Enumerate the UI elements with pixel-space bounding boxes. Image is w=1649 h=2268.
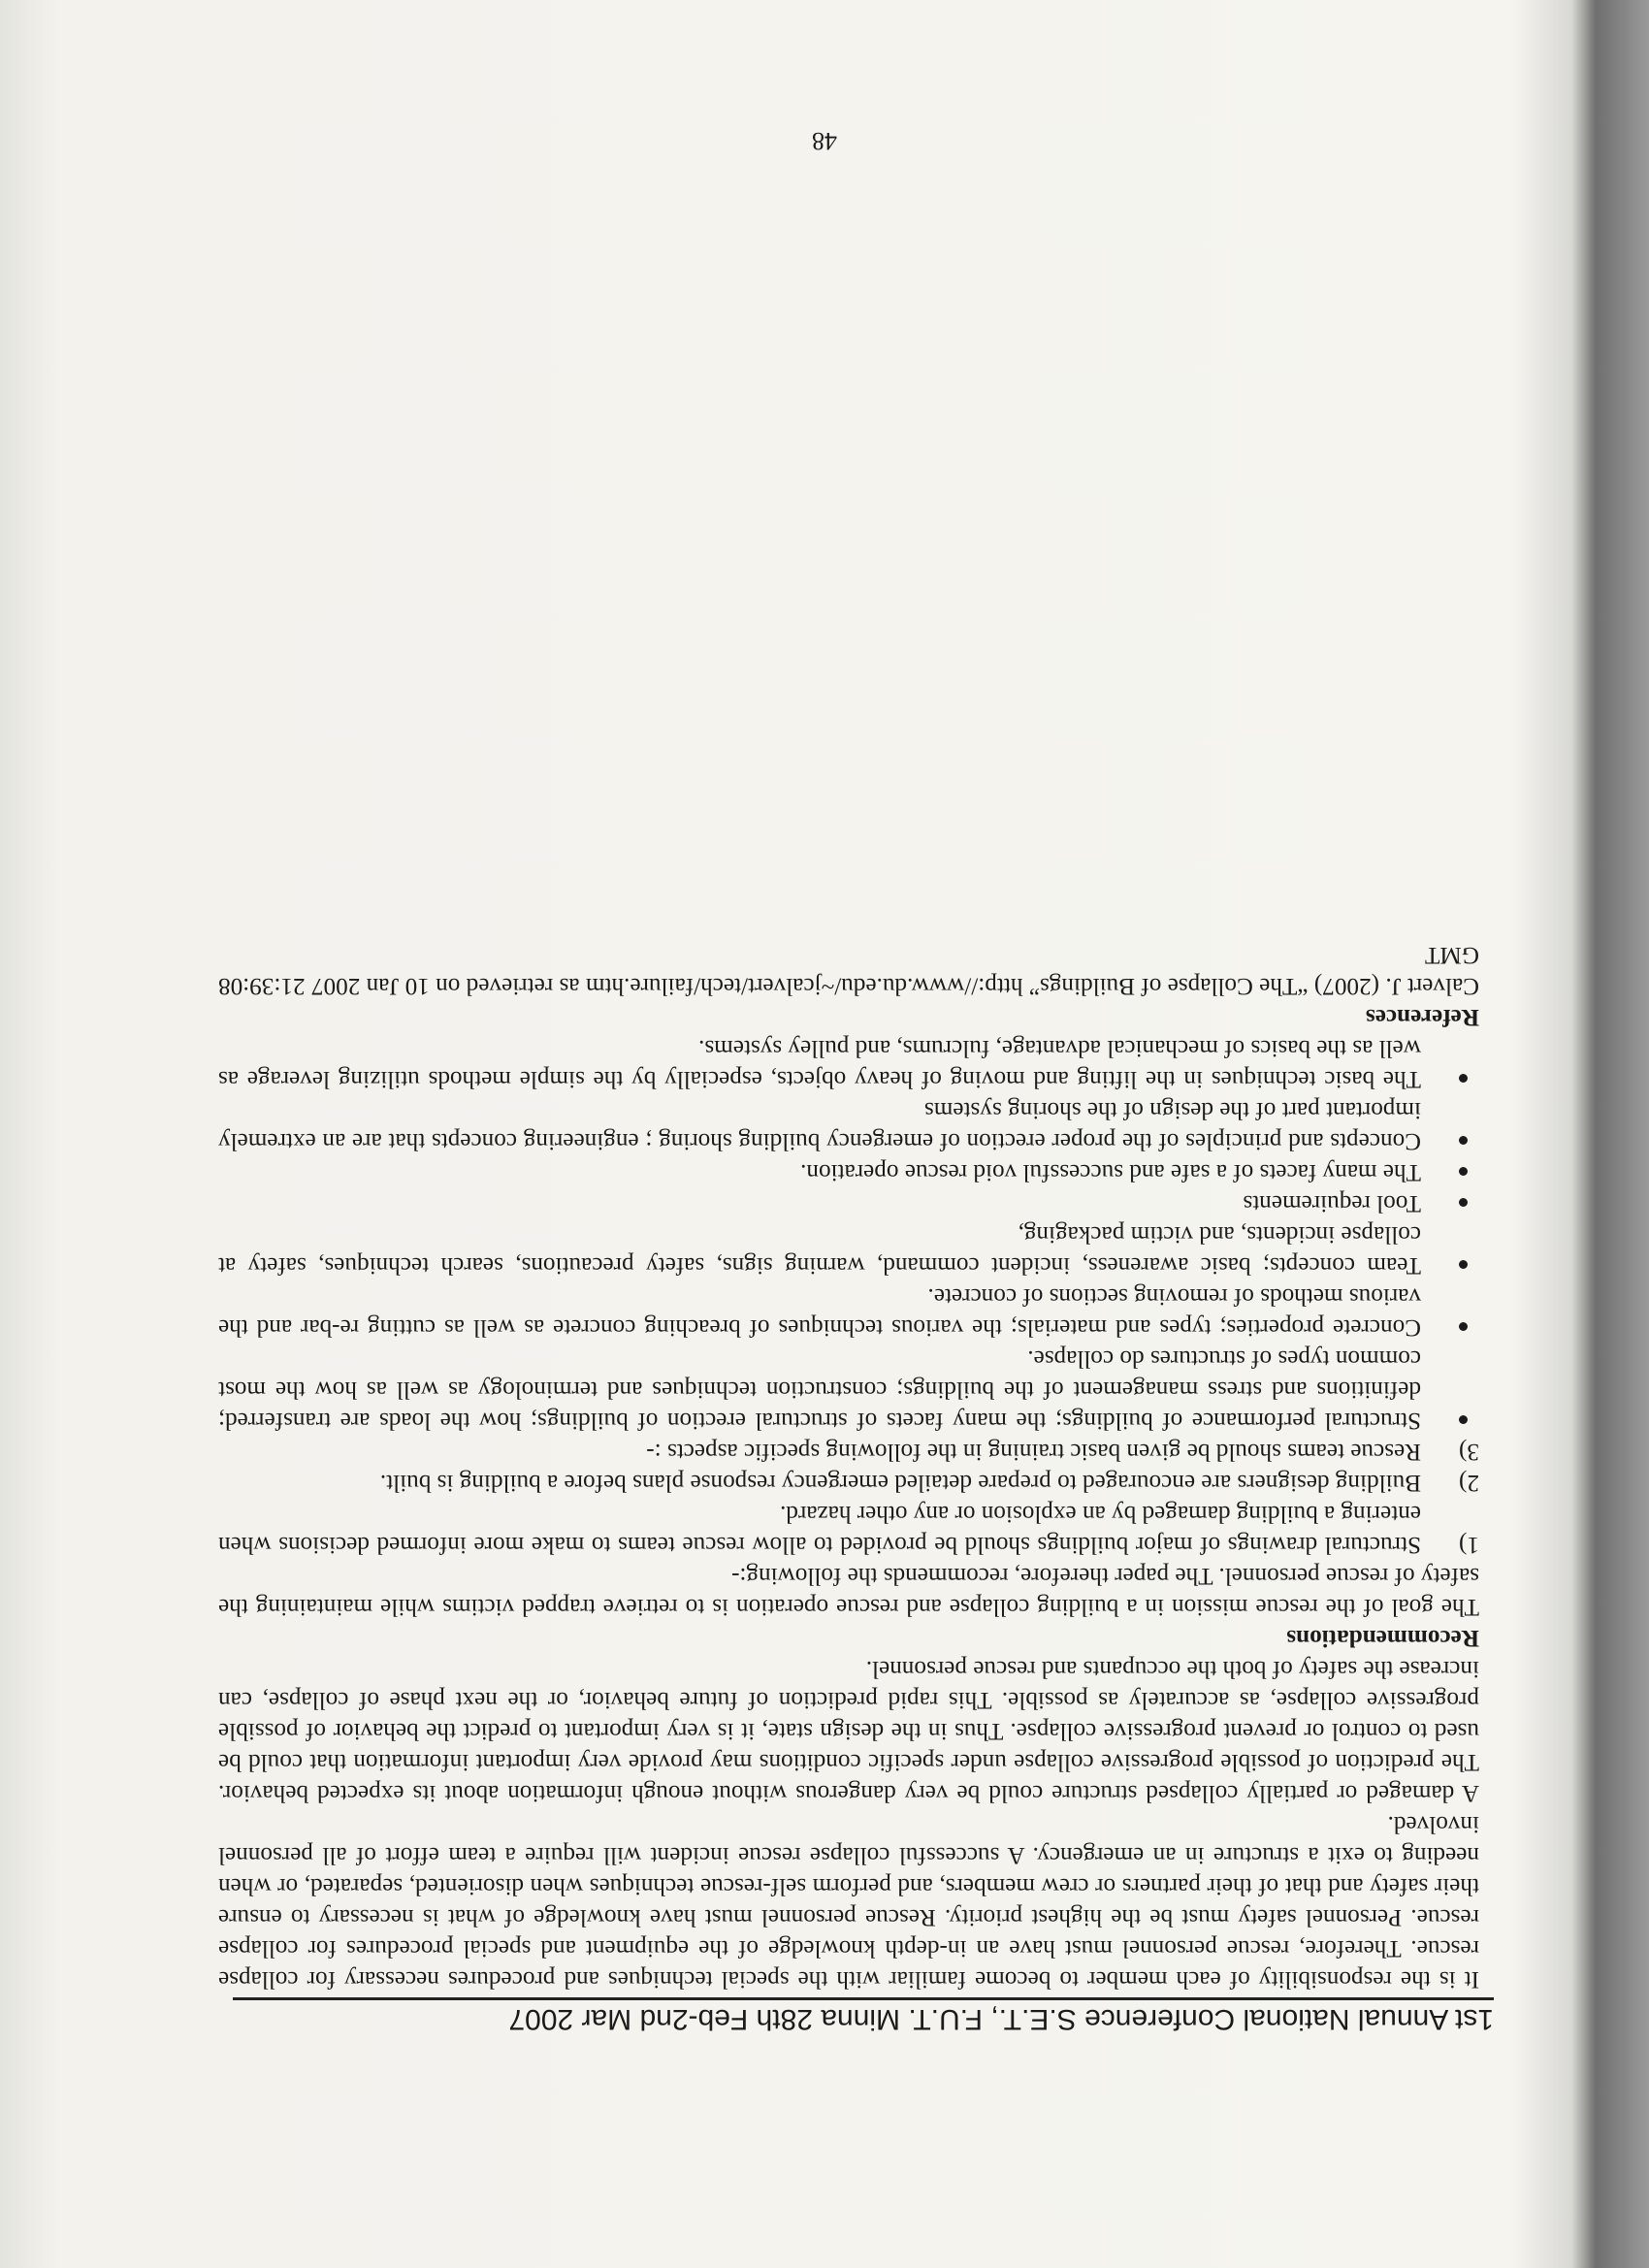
- aspect-text: The basic techniques in the lifting and moving of heavy objects, especially by the simple methods utilizing leverage as well as the basics of mechanical advantage, fulcrums, and pulley systems.: [218, 1035, 1421, 1092]
- recommendations-intro: The goal of the rescue mission in a building collapse and rescue operation is to retrieve trapped victims while maintaining the safety of rescue personnel. The paper therefore, recommends the following:-: [218, 1563, 1479, 1620]
- recommendations-heading: Recommendations: [1286, 1625, 1479, 1651]
- aspect-text: Concrete properties; types and materials; the various techniques of breaching concrete as well as cutting re-bar and the various methods of removing sections of concrete.: [218, 1283, 1421, 1341]
- bullet-icon: [1459, 1260, 1468, 1269]
- page-number: 48: [812, 127, 837, 155]
- bullet-icon: [1459, 1167, 1468, 1176]
- training-aspects-list: [218, 1032, 1479, 1436]
- aspect-item: [218, 1156, 1479, 1187]
- recommendation-text: Structural drawings of major buildings should be provided to allow rescue teams to make more informed decisions when entering a building damaged by an explosion or any other hazard.: [218, 1501, 1421, 1558]
- recommendation-item: [218, 1436, 1479, 1467]
- aspect-text: The many facets of a safe and successful void rescue operation.: [800, 1159, 1421, 1185]
- aspect-item: [218, 1187, 1479, 1218]
- bullet-icon: [1459, 1074, 1468, 1083]
- conference-header: [233, 1997, 1494, 2035]
- aspect-item: [218, 1218, 1479, 1280]
- bullet-icon: [1459, 1322, 1468, 1331]
- intro-paragraph-2: A damaged or partially collapsed structure could be very dangerous without enough information about its expected behavior. The prediction of possible progressive collapse under specific conditions may provide very important information that could be used to control or prevent progressive collapse. Thus in the design state, it is very important to predict the behavior of possible progressive collapse, as accurately as possible. This rapid prediction of future behavior, or the next phase of collapse, can increase the safety of both the occupants and rescue personnel.: [218, 1656, 1479, 1806]
- recommendation-number: 1): [1459, 1532, 1479, 1558]
- aspect-text: Tool requirements: [1243, 1190, 1421, 1216]
- bullet-icon: [1459, 1136, 1468, 1145]
- aspect-text: Structural performance of buildings; the many facets of structural erection of buildings; how the loads are transferred; definitions and stress management of the buildings; construction techniques and terminology as well as how the most common types of structures do collapse.: [218, 1345, 1421, 1434]
- aspect-text: Concepts and principles of the proper erection of emergency building shoring ; engineering concepts that are an extremely important part of the design of the shoring systems: [218, 1097, 1421, 1154]
- recommendation-number: 3): [1459, 1439, 1479, 1465]
- recommendation-item: [218, 1467, 1479, 1498]
- recommendation-number: 2): [1459, 1470, 1479, 1496]
- bullet-icon: [1459, 1198, 1468, 1207]
- recommendation-item: [218, 1498, 1479, 1560]
- bullet-icon: [1459, 1415, 1468, 1424]
- intro-paragraph-1: It is the responsibility of each member to become familiar with the special techniques and procedures necessary for collapse rescue. Therefore, rescue personnel must have an in-depth knowledge of the equipment and special procedures for collapse rescue. Personnel safety must be the highest priority. Rescue personnel must have knowledge of what is necessary to ensure their safety and that of their partners or crew members, and perform self-rescue techniques when disoriented, separated, or when needing to exit a structure in an emergency. A successful collapse rescue incident will require a team effort of all personnel involved.: [218, 1811, 1479, 1993]
- recommendation-text: Rescue teams should be given basic training in the following specific aspects :-: [646, 1439, 1421, 1465]
- aspect-item: [218, 1280, 1479, 1343]
- header-line: 1st Annual National Conference S.E.T., F.U.T. Minna 28th Feb-2nd Mar 2007: [508, 2003, 1494, 2035]
- aspect-item: [218, 1343, 1479, 1436]
- document-body: [218, 939, 1479, 1994]
- aspect-text: Team concepts; basic awareness, incident command, warning signs, safety precautions, search techniques, safety at collapse incidents, and victim packaging,: [218, 1221, 1421, 1279]
- recommendations-list: [218, 1436, 1479, 1560]
- references-heading: References: [1365, 1004, 1479, 1030]
- aspect-item: [218, 1032, 1479, 1094]
- recommendation-text: Building designers are encouraged to prepare detailed emergency response plans before a building is built.: [379, 1470, 1421, 1496]
- reference-entry: Calvert J. (2007) “The Collapse of Buildings” http://www.du.edu/~jcalvert/tech/failure.htm as retrieved on 10 Jan 2007 21:39:08 GMT: [218, 942, 1479, 999]
- aspect-item: [218, 1094, 1479, 1156]
